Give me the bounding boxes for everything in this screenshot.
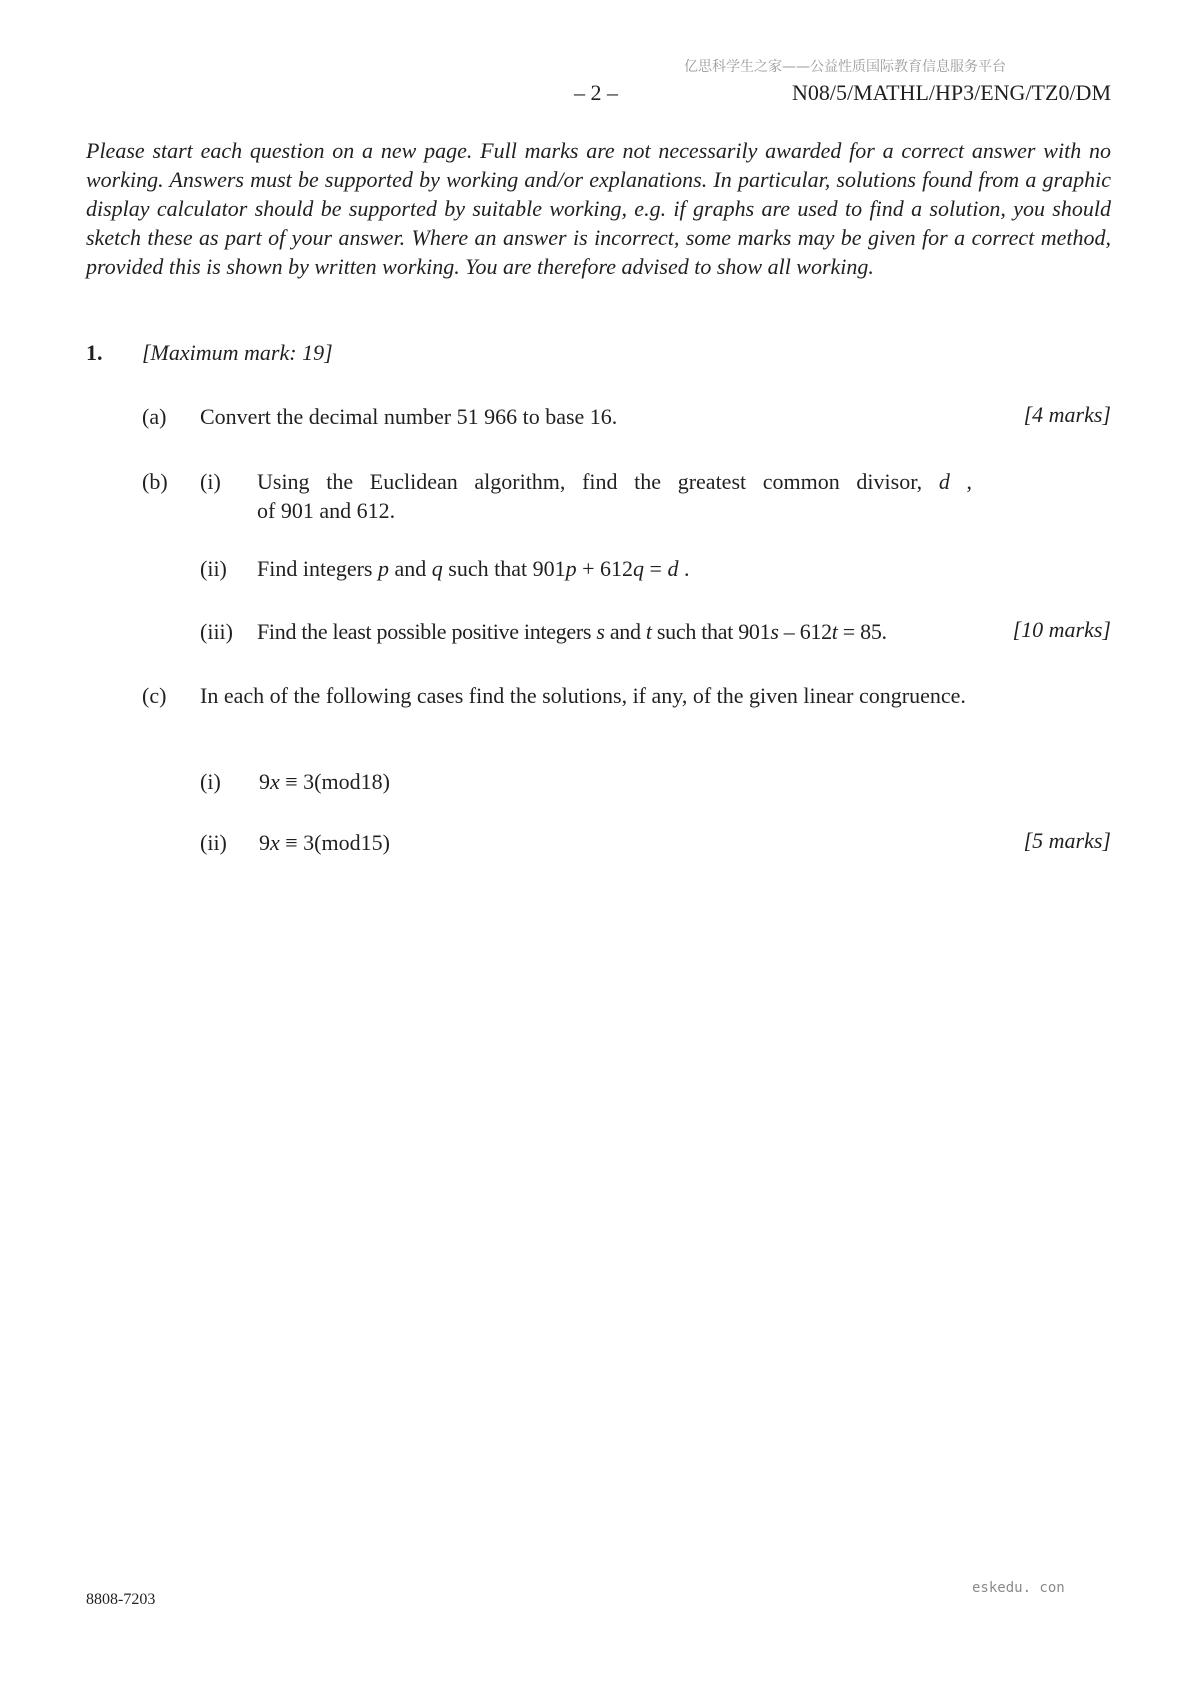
part-b-iii-text2: and (604, 619, 646, 644)
var-t: t (645, 619, 652, 644)
part-b-ii-text4: + 612 (576, 556, 634, 581)
maximum-mark: [Maximum mark: 19] (142, 340, 333, 365)
var-s-eq: s (770, 619, 779, 644)
part-b-i-label: (i) (200, 469, 221, 494)
paper-code: N08/5/MATHL/HP3/ENG/TZ0/DM (792, 80, 1111, 105)
part-b-i-pre: Using the Euclidean algorithm, find the greatest common divisor, (257, 469, 939, 494)
part-b-iii-label: (iii) (200, 619, 233, 644)
footer-watermark: eskedu. con (972, 1580, 1065, 1596)
part-c-text (200, 681, 972, 710)
part-c-ii-congruence (259, 828, 390, 857)
part-a-label: (a) (142, 404, 167, 429)
part-c-i-pre: 9 (259, 769, 270, 794)
part-b-i-text (257, 467, 972, 525)
part-c-i-label: (i) (200, 769, 221, 794)
var-x-1: x (270, 769, 280, 794)
part-b-marks: [10 marks] (1012, 617, 1111, 642)
var-p-eq: p (565, 556, 577, 581)
part-c-label: (c) (142, 683, 167, 708)
var-p: p (378, 556, 389, 581)
var-x-2: x (270, 830, 280, 855)
var-q-eq: q (633, 556, 645, 581)
var-q: q (431, 556, 443, 581)
part-c-i-post: ≡ 3(mod18) (279, 769, 390, 794)
var-t-eq: t (831, 619, 838, 644)
part-b-ii-text1: Find integers (257, 556, 378, 581)
part-b-iii-text4: – 612 (778, 619, 832, 644)
part-b-iii-text3: such that 901 (651, 619, 771, 644)
instructions (86, 136, 1111, 281)
part-b-ii-text6: . (678, 556, 690, 581)
part-c-marks: [5 marks] (1023, 828, 1111, 853)
var-s: s (596, 619, 605, 644)
part-c-text-para: In each of the following cases find the solutions, if any, of the given linear congruence. (200, 683, 966, 708)
part-b-label: (b) (142, 469, 168, 494)
part-b-iii-text1: Find the least possible positive integers (257, 619, 597, 644)
part-b-ii-text3: such that 901 (442, 556, 566, 581)
part-b-iii-text (257, 617, 887, 646)
part-b-i-line2: of 901 and 612. (257, 498, 396, 523)
part-b-ii-text (257, 554, 689, 583)
part-b-ii-label: (ii) (200, 556, 227, 581)
part-b-i-line1 (257, 467, 972, 496)
part-c-ii-label: (ii) (200, 830, 227, 855)
part-c-ii-pre: 9 (259, 830, 270, 855)
page-number: – 2 – (574, 80, 618, 105)
part-c-ii-post: ≡ 3(mod15) (279, 830, 390, 855)
var-d-eq: d (667, 556, 679, 581)
part-b-ii-text2: and (389, 556, 432, 581)
part-b-iii-text5: = 85. (837, 619, 887, 644)
part-c-i-congruence (259, 767, 390, 796)
header-watermark: 亿思科学生之家——公益性质国际教育信息服务平台 (684, 59, 1006, 75)
question-number: 1. (86, 340, 103, 365)
part-a-marks: [4 marks] (1023, 402, 1111, 427)
instructions-text: Please start each question on a new page. Full marks are not necessarily awarded for a correct answer with no working. Answers must be supported by working and/or explanations. In particular, solutions found from a graphic display calculator should be supported by suitable working, e.g. if graphs are used to find a solution, you should sketch these as part of your answer. Where an answer is incorrect, some marks may be given for a correct method, provided this is shown by written working. You are therefore advised to show all working. (86, 138, 1111, 279)
footer-code: 8808-7203 (86, 1591, 156, 1608)
part-b-ii-text5: = (644, 556, 668, 581)
part-a-text: Convert the decimal number 51 966 to base 16. (200, 404, 618, 429)
part-b-i-post: , (949, 469, 972, 494)
var-d: d (938, 469, 950, 494)
